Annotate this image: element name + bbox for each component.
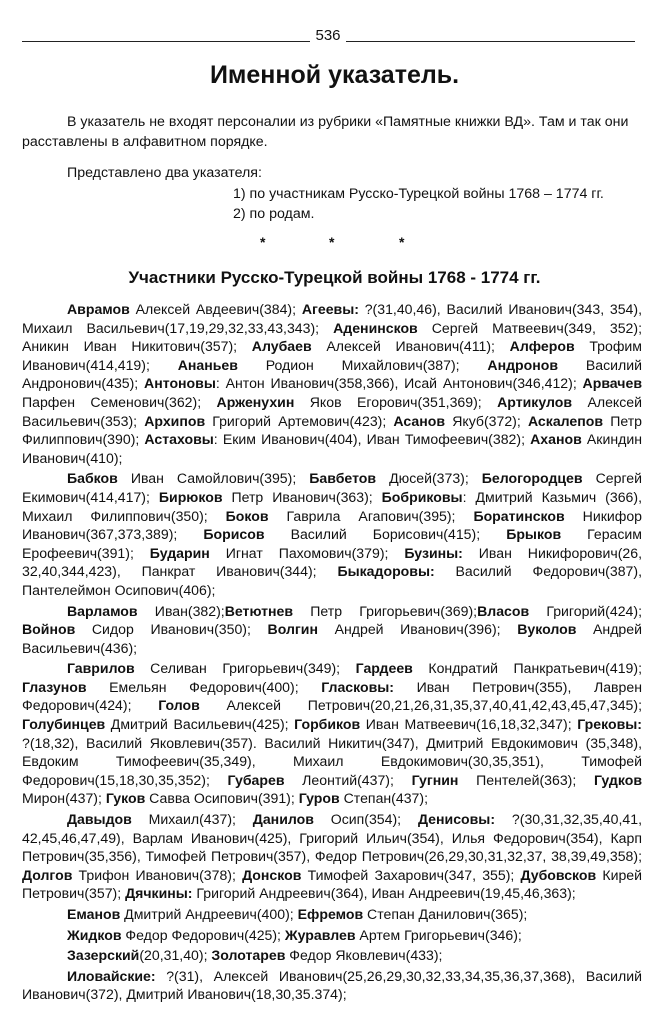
index-entry-text: Акиндин Иванович(410); — [22, 431, 642, 466]
index-surname: Арвачев — [582, 375, 642, 392]
index-entry-text: Василий Андронович(435); — [22, 356, 642, 392]
index-surname: Гласковы: — [321, 678, 394, 695]
index-surname: Губарев — [227, 771, 285, 788]
index-paragraph — [22, 946, 642, 965]
index-surname: Бударин — [149, 544, 210, 561]
index-entry-text: Алексей Иванович(411); — [311, 338, 510, 355]
index-surname: Жидков — [67, 926, 122, 943]
index-entry-text: Емельян Федорович(400); — [86, 678, 322, 695]
index-paragraph — [22, 469, 642, 599]
index-entry-text: Андрей Васильевич(436); — [22, 621, 642, 656]
index-list-item: 1) по участникам Русско-Турецкой войны 1768 – 1774 гг. — [233, 186, 604, 202]
page-number: 536 — [315, 27, 341, 44]
index-entry-text: (20,31,40); — [139, 947, 212, 964]
index-surname: Глазунов — [22, 678, 87, 695]
index-surname: Бабков — [67, 470, 118, 487]
index-surname: Андронов — [487, 356, 559, 373]
index-surname: Дубовсков — [520, 866, 597, 883]
index-entry-text: Мирон(437); — [22, 790, 106, 807]
index-entry-text: Андрей Иванович(396); — [317, 621, 518, 638]
index-entry-text: Пентелей(363); — [458, 771, 594, 788]
index-paragraph — [22, 659, 642, 808]
index-surname: Арженухин — [216, 393, 295, 410]
index-entry-text: ?(31,40,46), Василий Иванович(343, 354), Михаил Васильевич(17,19,29,32,33,43,343); — [22, 301, 642, 336]
index-entry-text: Петр Григорьевич(369); — [293, 602, 478, 619]
index-entry-text: Савва Осипович(391); — [145, 790, 299, 807]
index-entry-text: Селиван Григорьевич(349); — [134, 660, 356, 677]
index-surname: Астаховы — [144, 431, 214, 448]
index-surname: Гудков — [593, 771, 642, 788]
index-entry-text: Алексей Авдеевич(384); — [129, 301, 302, 317]
index-surname: Аханов — [530, 431, 582, 448]
index-entry-text: Яков Егорович(351,369); — [294, 393, 498, 410]
index-surname: Ефремов — [297, 906, 364, 922]
index-paragraph — [22, 300, 642, 467]
separator-star: * — [399, 234, 405, 250]
index-entry-text: Иван Самойлович(395); — [117, 470, 310, 487]
index-surname: Аденинсков — [333, 319, 418, 336]
index-entry-text: ?(31), Алексей Иванович(25,26,29,30,32,33,34,35,36,37,368), Василий Иванович(372), Дмитрий Иванович(18,30,35.374); — [22, 967, 642, 1003]
index-entry-text: Дмитрий Васильевич(425); — [105, 716, 295, 733]
index-entry-text: Артем Григорьевич(346); — [355, 926, 522, 943]
index-entry-text: Сидор Иванович(350); — [75, 621, 268, 638]
index-entry-text: Иван Никифорович(26, 32,40,344,423), Панкрат Иванович(344); — [22, 544, 642, 580]
page-title: Именной указатель. — [209, 61, 460, 89]
index-surname: Дячкины: — [125, 885, 193, 902]
index-paragraph — [22, 810, 642, 903]
header-rule-right — [346, 41, 635, 42]
section-separator — [0, 234, 669, 250]
index-entry-text: Гаврила Агапович(395); — [268, 507, 474, 524]
index-entry-text: Кирей Петрович(357); — [22, 866, 642, 902]
index-entry-text: Парфен Семенович(362); — [22, 393, 217, 410]
index-paragraph — [22, 967, 642, 1004]
index-entry-text: ?(30,31,32,35,40,41, 42,45,46,47,49), Варлам Иванович(425), Григорий Ильич(354), Илья Федорович(354), Карп Петрович(35,356), Тимофей Петрович(357), Федор Петрович(26,29,30,31,32,37, 38,39,49,358); — [22, 811, 642, 865]
index-surname: Бобриковы — [381, 488, 463, 505]
index-surname: Аскалепов — [527, 412, 604, 429]
index-entry-text: Михаил(437); — [131, 811, 253, 828]
page-header — [22, 27, 635, 47]
index-entry-text: Сергей Матвеевич(349, 352); Аникин Иван Никитович(357); — [22, 319, 642, 355]
index-entry-text: : Антон Иванович(358,366), Исай Антонович(346,412); — [215, 375, 583, 392]
index-surname: Гардеев — [355, 660, 413, 677]
index-surname: Иловайские: — [67, 967, 156, 984]
index-entry-text: Дмитрий Андреевич(400); — [120, 906, 298, 922]
index-entry-text: Василий Борисович(415); — [264, 526, 507, 543]
index-surname: Долгов — [22, 866, 73, 883]
index-surname: Гугнин — [411, 771, 459, 788]
index-surname: Быкадоровы: — [337, 563, 435, 580]
index-entry-text: Игнат Пахомович(379); — [209, 544, 405, 561]
index-surname: Голов — [158, 697, 200, 714]
index-entry-text: Иван(382); — [137, 602, 225, 619]
index-surname: Агеевы: — [301, 301, 359, 317]
index-surname: Бавбетов — [309, 470, 377, 487]
index-entry-text: Григорий Артемович(423); — [205, 412, 394, 429]
index-entry-text: Федор Яковлевич(433); — [285, 947, 443, 964]
index-surname: Гуров — [298, 790, 340, 807]
index-entry-text: Степан Данилович(365); — [363, 906, 528, 922]
index-surname: Денисовы: — [417, 811, 496, 828]
index-surname: Брыков — [506, 526, 562, 543]
index-entry-text: Трифон Иванович(378); — [72, 866, 243, 883]
index-surname: Бузины: — [404, 544, 463, 561]
index-surname: Журавлев — [284, 926, 356, 943]
index-surname: Голубинцев — [22, 716, 106, 733]
presented-label: Представлено два указателя: — [67, 165, 262, 181]
header-rule-left — [22, 41, 310, 42]
index-entry-text: : Дмитрий Казьмич (366), Михаил Филиппович(350); — [22, 488, 642, 524]
index-entry-text: Тимофей Захарович(347, 355); — [301, 866, 521, 883]
index-entry-text: Петр Филиппович(390); — [22, 412, 642, 448]
index-paragraph — [22, 905, 642, 924]
index-surname: Золотарев — [211, 947, 286, 964]
index-surname: Донсков — [242, 866, 302, 883]
index-entry-text: Иван Матвеевич(16,18,32,347); — [360, 716, 578, 733]
index-entry-text: Петр Иванович(363); — [222, 488, 382, 505]
index-entry-text: Григорий(424); — [529, 602, 642, 619]
index-entry-text: Кондратий Панкратьевич(419); — [412, 660, 642, 677]
index-list-item: 2) по родам. — [233, 206, 315, 222]
index-entry-text: Леонтий(437); — [284, 771, 412, 788]
index-entry-text: Родион Михайлович(387); — [237, 356, 488, 373]
index-entry-text: Алексей Петрович(20,21,26,31,35,37,40,41,42,43,45,47,345); — [199, 697, 642, 714]
name-index-body — [22, 300, 642, 1006]
separator-star: * — [329, 234, 335, 250]
index-entry-text: Сергей Екимович(414,417); — [22, 470, 642, 505]
index-paragraph — [22, 602, 642, 658]
index-entry-text: Якуб(372); — [445, 412, 528, 429]
index-entry-text: Герасим Ерофеевич(391); — [22, 526, 642, 561]
intro-paragraph: В указатель не входят персоналии из рубрики «Памятные книжки ВД». Там и так они расставлены в алфавитном порядке. — [22, 114, 629, 150]
index-entry-text: Дюсей(373); — [376, 470, 482, 487]
index-surname: Боков — [225, 507, 269, 524]
separator-star: * — [260, 234, 266, 250]
index-surname: Войнов — [22, 621, 76, 638]
index-surname: Алубаев — [251, 338, 312, 355]
section-title: Участники Русско-Турецкой войны 1768 - 1774 гг. — [128, 268, 541, 287]
index-surname: Гаврилов — [67, 660, 135, 677]
index-entry-text: Алексей Васильевич(353); — [22, 393, 642, 429]
index-surname: Боратинсков — [473, 507, 565, 524]
index-surname: Асанов — [393, 412, 446, 429]
index-list — [233, 184, 604, 224]
index-entry-text: Осип(354); — [313, 811, 418, 828]
index-surname: Борисов — [203, 526, 265, 543]
index-surname: Горбиков — [294, 716, 361, 733]
index-surname: Еманов — [67, 906, 121, 922]
index-surname: Давыдов — [67, 811, 132, 828]
index-entry-text: Василий Федорович(387), Пантелеймон Осипович(406); — [22, 563, 642, 598]
index-entry-text: ?(18,32), Василий Яковлевич(357). Василий Никитич(347), Дмитрий Евдокимович (35,348), Евдоким Тимофеевич(35,349), Михаил Евдокимович(30,35,351), Тимофей Федорович(15,18,30,35,352); — [22, 734, 642, 788]
index-surname: Варламов — [67, 602, 138, 619]
index-surname: Зазерский — [67, 947, 140, 964]
index-surname: Вуколов — [517, 621, 577, 638]
index-surname: Антоновы — [144, 375, 216, 392]
index-surname: Грековы: — [577, 716, 642, 733]
index-surname: Власов — [477, 602, 530, 619]
index-entry-text: Иван Петрович(355), Лаврен Федорович(424); — [22, 678, 642, 714]
index-entry-text: Трофим Иванович(414,419); — [22, 338, 642, 373]
index-surname: Ветютнев — [224, 602, 294, 619]
index-entry-text: Григорий Андреевич(364), Иван Андреевич(19,45,46,363); — [192, 885, 576, 902]
index-surname: Белогородцев — [481, 470, 583, 487]
index-entry-text: Степан(437); — [339, 790, 429, 807]
index-surname: Ананьев — [177, 356, 238, 373]
index-surname: Артикулов — [497, 393, 573, 410]
index-surname: Аврамов — [67, 301, 130, 317]
index-surname: Бирюков — [158, 488, 223, 505]
index-entry-text: Никифор Иванович(367,373,389); — [22, 507, 643, 543]
index-surname: Гуков — [105, 790, 146, 807]
index-entry-text: : Еким Иванович(404), Иван Тимофеевич(382); — [213, 431, 531, 448]
index-paragraph — [22, 926, 642, 945]
index-surname: Алферов — [509, 338, 575, 355]
index-surname: Волгин — [267, 621, 318, 638]
index-surname: Данилов — [252, 811, 314, 828]
index-surname: Архипов — [144, 412, 206, 429]
index-entry-text: Федор Федорович(425); — [121, 926, 285, 943]
